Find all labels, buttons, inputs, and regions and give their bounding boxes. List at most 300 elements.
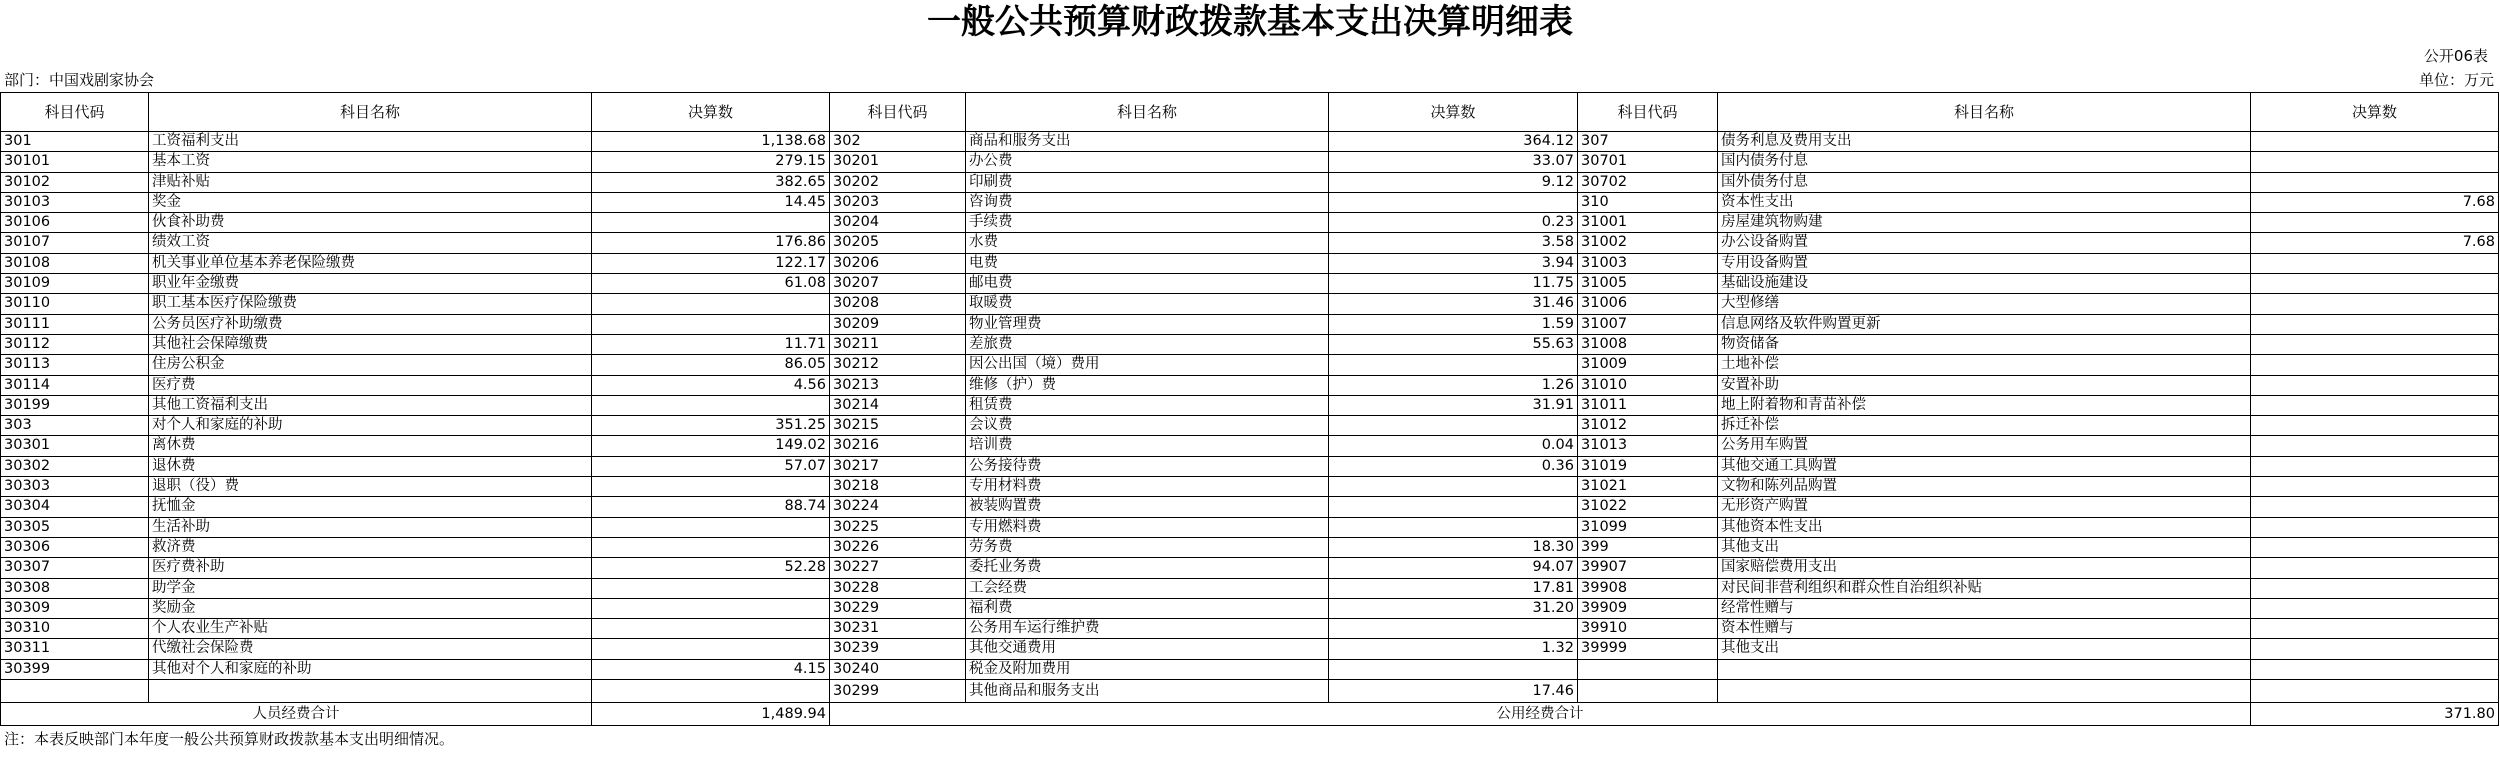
code-cell-1: 30302 <box>1 456 149 476</box>
amount-cell-2: 11.75 <box>1329 274 1578 294</box>
name-cell-1: 生活补助 <box>149 517 592 537</box>
amount-cell-1: 122.17 <box>592 253 830 273</box>
table-row <box>1 334 2499 354</box>
code-cell-1: 30309 <box>1 598 149 618</box>
amount-cell-3 <box>2251 213 2499 233</box>
code-cell-1: 30399 <box>1 659 149 679</box>
code-cell-2: 30203 <box>830 192 966 212</box>
amount-cell-2: 9.12 <box>1329 172 1578 192</box>
table-row <box>1 416 2499 436</box>
name-cell-2: 维修（护）费 <box>966 375 1329 395</box>
code-cell-2: 30206 <box>830 253 966 273</box>
amount-cell-1 <box>592 477 830 497</box>
name-cell-2: 税金及附加费用 <box>966 659 1329 679</box>
name-cell-1: 助学金 <box>149 578 592 598</box>
code-cell-3: 31012 <box>1578 416 1718 436</box>
code-cell-2: 30239 <box>830 639 966 659</box>
header-name-3: 科目名称 <box>1718 93 2251 132</box>
name-cell-2: 租赁费 <box>966 395 1329 415</box>
name-cell-1: 抚恤金 <box>149 497 592 517</box>
amount-cell-2: 0.04 <box>1329 436 1578 456</box>
name-cell-2: 公务用车运行维护费 <box>966 619 1329 639</box>
name-cell-2: 其他交通费用 <box>966 639 1329 659</box>
name-cell-1: 对个人和家庭的补助 <box>149 416 592 436</box>
code-cell-3: 31013 <box>1578 436 1718 456</box>
amount-cell-2: 1.32 <box>1329 639 1578 659</box>
code-cell-2: 30211 <box>830 334 966 354</box>
name-cell-3 <box>1718 680 2251 703</box>
name-cell-3: 文物和陈列品购置 <box>1718 477 2251 497</box>
amount-cell-2 <box>1329 416 1578 436</box>
table-row <box>1 132 2499 152</box>
name-cell-2: 专用材料费 <box>966 477 1329 497</box>
amount-cell-2: 0.36 <box>1329 456 1578 476</box>
header-code-1: 科目代码 <box>1 93 149 132</box>
amount-cell-1: 382.65 <box>592 172 830 192</box>
code-cell-2: 30207 <box>830 274 966 294</box>
amount-cell-2: 17.81 <box>1329 578 1578 598</box>
code-cell-2: 30204 <box>830 213 966 233</box>
table-row <box>1 274 2499 294</box>
name-cell-1: 其他社会保障缴费 <box>149 334 592 354</box>
name-cell-2: 商品和服务支出 <box>966 132 1329 152</box>
amount-cell-2 <box>1329 477 1578 497</box>
table-row <box>1 639 2499 659</box>
name-cell-3: 物资储备 <box>1718 334 2251 354</box>
code-cell-2: 30228 <box>830 578 966 598</box>
code-cell-2: 30218 <box>830 477 966 497</box>
amount-cell-1: 14.45 <box>592 192 830 212</box>
code-cell-3: 31019 <box>1578 456 1718 476</box>
table-row <box>1 619 2499 639</box>
name-cell-2: 办公费 <box>966 152 1329 172</box>
table-row <box>1 598 2499 618</box>
name-cell-1: 奖励金 <box>149 598 592 618</box>
totals-row <box>1 703 2499 726</box>
code-cell-1: 30301 <box>1 436 149 456</box>
name-cell-3: 国外债务付息 <box>1718 172 2251 192</box>
name-cell-2: 因公出国（境）费用 <box>966 355 1329 375</box>
personnel-total-value: 1,489.94 <box>592 703 830 726</box>
amount-cell-1 <box>592 680 830 703</box>
code-cell-1: 303 <box>1 416 149 436</box>
code-cell-2: 30227 <box>830 558 966 578</box>
amount-cell-2: 31.91 <box>1329 395 1578 415</box>
unit-label: 单位：万元 <box>2418 71 2494 89</box>
amount-cell-1 <box>592 578 830 598</box>
amount-cell-3 <box>2251 334 2499 354</box>
name-cell-3: 无形资产购置 <box>1718 497 2251 517</box>
amount-cell-3 <box>2251 253 2499 273</box>
table-row <box>1 314 2499 334</box>
code-cell-3: 39909 <box>1578 598 1718 618</box>
code-cell-1: 30106 <box>1 213 149 233</box>
table-row <box>1 253 2499 273</box>
header-amount-2: 决算数 <box>1329 93 1578 132</box>
amount-cell-1: 351.25 <box>592 416 830 436</box>
code-cell-3: 31006 <box>1578 294 1718 314</box>
amount-cell-3 <box>2251 537 2499 557</box>
amount-cell-2: 1.26 <box>1329 375 1578 395</box>
header-code-2: 科目代码 <box>830 93 966 132</box>
amount-cell-3 <box>2251 436 2499 456</box>
code-cell-3: 30702 <box>1578 172 1718 192</box>
amount-cell-1: 4.56 <box>592 375 830 395</box>
code-cell-1: 30304 <box>1 497 149 517</box>
code-cell-2: 30215 <box>830 416 966 436</box>
name-cell-2: 取暖费 <box>966 294 1329 314</box>
name-cell-3: 安置补助 <box>1718 375 2251 395</box>
name-cell-3: 地上附着物和青苗补偿 <box>1718 395 2251 415</box>
code-cell-3: 39999 <box>1578 639 1718 659</box>
table-row <box>1 152 2499 172</box>
code-cell-1 <box>1 680 149 703</box>
code-cell-1: 30311 <box>1 639 149 659</box>
code-cell-3: 31022 <box>1578 497 1718 517</box>
amount-cell-2: 33.07 <box>1329 152 1578 172</box>
code-cell-1: 30114 <box>1 375 149 395</box>
name-cell-3: 资本性赠与 <box>1718 619 2251 639</box>
name-cell-2: 差旅费 <box>966 334 1329 354</box>
code-cell-3: 31001 <box>1578 213 1718 233</box>
code-cell-2: 30240 <box>830 659 966 679</box>
amount-cell-3 <box>2251 517 2499 537</box>
amount-cell-2: 94.07 <box>1329 558 1578 578</box>
name-cell-2: 其他商品和服务支出 <box>966 680 1329 703</box>
amount-cell-3 <box>2251 497 2499 517</box>
code-cell-2: 30202 <box>830 172 966 192</box>
header-name-2: 科目名称 <box>966 93 1329 132</box>
amount-cell-2: 3.94 <box>1329 253 1578 273</box>
amount-cell-2: 18.30 <box>1329 537 1578 557</box>
code-cell-3: 31007 <box>1578 314 1718 334</box>
amount-cell-2: 1.59 <box>1329 314 1578 334</box>
amount-cell-2 <box>1329 517 1578 537</box>
table-row <box>1 497 2499 517</box>
code-cell-2: 30214 <box>830 395 966 415</box>
personnel-total-label: 人员经费合计 <box>1 703 592 726</box>
amount-cell-3 <box>2251 274 2499 294</box>
name-cell-1: 津贴补贴 <box>149 172 592 192</box>
header-amount-1: 决算数 <box>592 93 830 132</box>
name-cell-2: 水费 <box>966 233 1329 253</box>
code-cell-3: 31008 <box>1578 334 1718 354</box>
name-cell-3: 资本性支出 <box>1718 192 2251 212</box>
name-cell-3: 其他支出 <box>1718 639 2251 659</box>
code-cell-3 <box>1578 680 1718 703</box>
amount-cell-1 <box>592 619 830 639</box>
name-cell-1: 离休费 <box>149 436 592 456</box>
amount-cell-3 <box>2251 456 2499 476</box>
code-cell-3: 31099 <box>1578 517 1718 537</box>
amount-cell-1: 88.74 <box>592 497 830 517</box>
amount-cell-3 <box>2251 619 2499 639</box>
report-title: 一般公共预算财政拨款基本支出决算明细表 <box>927 2 1573 42</box>
amount-cell-1 <box>592 537 830 557</box>
name-cell-1: 绩效工资 <box>149 233 592 253</box>
name-cell-2: 公务接待费 <box>966 456 1329 476</box>
name-cell-2: 劳务费 <box>966 537 1329 557</box>
amount-cell-1: 4.15 <box>592 659 830 679</box>
amount-cell-2: 55.63 <box>1329 334 1578 354</box>
amount-cell-2: 3.58 <box>1329 233 1578 253</box>
name-cell-2: 委托业务费 <box>966 558 1329 578</box>
table-row <box>1 233 2499 253</box>
form-number: 公开06表 <box>2423 47 2488 65</box>
name-cell-1: 职工基本医疗保险缴费 <box>149 294 592 314</box>
amount-cell-1 <box>592 314 830 334</box>
amount-cell-1: 61.08 <box>592 274 830 294</box>
amount-cell-1: 149.02 <box>592 436 830 456</box>
code-cell-2: 30208 <box>830 294 966 314</box>
amount-cell-3 <box>2251 680 2499 703</box>
amount-cell-1 <box>592 395 830 415</box>
table-row <box>1 558 2499 578</box>
amount-cell-1: 11.71 <box>592 334 830 354</box>
code-cell-2: 30217 <box>830 456 966 476</box>
amount-cell-2 <box>1329 619 1578 639</box>
name-cell-3: 国内债务付息 <box>1718 152 2251 172</box>
name-cell-1: 职业年金缴费 <box>149 274 592 294</box>
code-cell-1: 301 <box>1 132 149 152</box>
code-cell-2: 30225 <box>830 517 966 537</box>
code-cell-3: 310 <box>1578 192 1718 212</box>
name-cell-2: 电费 <box>966 253 1329 273</box>
amount-cell-2: 364.12 <box>1329 132 1578 152</box>
code-cell-3: 39910 <box>1578 619 1718 639</box>
name-cell-1: 工资福利支出 <box>149 132 592 152</box>
amount-cell-1: 279.15 <box>592 152 830 172</box>
amount-cell-3 <box>2251 578 2499 598</box>
table-row <box>1 294 2499 314</box>
code-cell-1: 30113 <box>1 355 149 375</box>
amount-cell-3 <box>2251 355 2499 375</box>
table-row <box>1 537 2499 557</box>
name-cell-1: 医疗费补助 <box>149 558 592 578</box>
name-cell-3: 房屋建筑物购建 <box>1718 213 2251 233</box>
name-cell-3: 经常性赠与 <box>1718 598 2251 618</box>
name-cell-3: 对民间非营利组织和群众性自治组织补贴 <box>1718 578 2251 598</box>
name-cell-3: 基础设施建设 <box>1718 274 2251 294</box>
amount-cell-1: 52.28 <box>592 558 830 578</box>
name-cell-2: 被装购置费 <box>966 497 1329 517</box>
amount-cell-3 <box>2251 395 2499 415</box>
name-cell-3: 信息网络及软件购置更新 <box>1718 314 2251 334</box>
amount-cell-1 <box>592 598 830 618</box>
code-cell-1: 30107 <box>1 233 149 253</box>
amount-cell-2 <box>1329 192 1578 212</box>
name-cell-3: 大型修缮 <box>1718 294 2251 314</box>
code-cell-3: 31003 <box>1578 253 1718 273</box>
name-cell-3: 其他支出 <box>1718 537 2251 557</box>
code-cell-1: 30101 <box>1 152 149 172</box>
table-row <box>1 213 2499 233</box>
code-cell-2: 30209 <box>830 314 966 334</box>
table-header-row <box>1 93 2499 132</box>
name-cell-1: 奖金 <box>149 192 592 212</box>
code-cell-3: 31010 <box>1578 375 1718 395</box>
code-cell-1: 30307 <box>1 558 149 578</box>
amount-cell-3 <box>2251 477 2499 497</box>
code-cell-1: 30108 <box>1 253 149 273</box>
code-cell-2: 30229 <box>830 598 966 618</box>
code-cell-3: 30701 <box>1578 152 1718 172</box>
amount-cell-2: 17.46 <box>1329 680 1578 703</box>
name-cell-3: 办公设备购置 <box>1718 233 2251 253</box>
name-cell-3: 国家赔偿费用支出 <box>1718 558 2251 578</box>
table-row <box>1 436 2499 456</box>
amount-cell-3 <box>2251 172 2499 192</box>
table-row <box>1 477 2499 497</box>
code-cell-3: 307 <box>1578 132 1718 152</box>
table-row <box>1 517 2499 537</box>
code-cell-1: 30310 <box>1 619 149 639</box>
table-row <box>1 395 2499 415</box>
amount-cell-2: 0.23 <box>1329 213 1578 233</box>
name-cell-2: 福利费 <box>966 598 1329 618</box>
table-note: 注：本表反映部门本年度一般公共预算财政拨款基本支出明细情况。 <box>4 730 455 748</box>
amount-cell-3 <box>2251 152 2499 172</box>
name-cell-2: 专用燃料费 <box>966 517 1329 537</box>
code-cell-1: 30305 <box>1 517 149 537</box>
code-cell-1: 30110 <box>1 294 149 314</box>
table-row <box>1 680 2499 703</box>
amount-cell-2: 31.46 <box>1329 294 1578 314</box>
amount-cell-1: 57.07 <box>592 456 830 476</box>
code-cell-3: 31002 <box>1578 233 1718 253</box>
name-cell-2: 咨询费 <box>966 192 1329 212</box>
code-cell-1: 30306 <box>1 537 149 557</box>
amount-cell-2: 31.20 <box>1329 598 1578 618</box>
code-cell-3: 31021 <box>1578 477 1718 497</box>
code-cell-2: 30224 <box>830 497 966 517</box>
table-row <box>1 456 2499 476</box>
amount-cell-3 <box>2251 598 2499 618</box>
code-cell-2: 30212 <box>830 355 966 375</box>
code-cell-2: 302 <box>830 132 966 152</box>
amount-cell-2 <box>1329 497 1578 517</box>
code-cell-1: 30111 <box>1 314 149 334</box>
amount-cell-1 <box>592 294 830 314</box>
amount-cell-1: 86.05 <box>592 355 830 375</box>
name-cell-2: 培训费 <box>966 436 1329 456</box>
amount-cell-3 <box>2251 659 2499 679</box>
amount-cell-1: 176.86 <box>592 233 830 253</box>
amount-cell-3: 7.68 <box>2251 192 2499 212</box>
name-cell-3: 土地补偿 <box>1718 355 2251 375</box>
code-cell-2: 30231 <box>830 619 966 639</box>
name-cell-3: 专用设备购置 <box>1718 253 2251 273</box>
amount-cell-3: 7.68 <box>2251 233 2499 253</box>
amount-cell-1 <box>592 639 830 659</box>
table-row <box>1 172 2499 192</box>
table-row <box>1 192 2499 212</box>
code-cell-3: 39907 <box>1578 558 1718 578</box>
public-total-value: 371.80 <box>2251 703 2499 726</box>
name-cell-2: 邮电费 <box>966 274 1329 294</box>
table-row <box>1 355 2499 375</box>
name-cell-3 <box>1718 659 2251 679</box>
amount-cell-3 <box>2251 314 2499 334</box>
name-cell-2: 手续费 <box>966 213 1329 233</box>
code-cell-1: 30303 <box>1 477 149 497</box>
name-cell-3: 债务利息及费用支出 <box>1718 132 2251 152</box>
name-cell-1: 退休费 <box>149 456 592 476</box>
amount-cell-1 <box>592 213 830 233</box>
name-cell-1: 医疗费 <box>149 375 592 395</box>
name-cell-1 <box>149 680 592 703</box>
amount-cell-1 <box>592 517 830 537</box>
name-cell-1: 个人农业生产补贴 <box>149 619 592 639</box>
name-cell-3: 拆迁补偿 <box>1718 416 2251 436</box>
code-cell-3: 31011 <box>1578 395 1718 415</box>
name-cell-2: 工会经费 <box>966 578 1329 598</box>
name-cell-1: 退职（役）费 <box>149 477 592 497</box>
expenditure-table <box>0 92 2499 726</box>
name-cell-1: 机关事业单位基本养老保险缴费 <box>149 253 592 273</box>
code-cell-2: 30216 <box>830 436 966 456</box>
amount-cell-3 <box>2251 375 2499 395</box>
code-cell-1: 30109 <box>1 274 149 294</box>
department-label: 部门：中国戏剧家协会 <box>4 71 155 89</box>
amount-cell-3 <box>2251 132 2499 152</box>
amount-cell-2 <box>1329 355 1578 375</box>
code-cell-1: 30102 <box>1 172 149 192</box>
code-cell-1: 30308 <box>1 578 149 598</box>
table-row <box>1 659 2499 679</box>
amount-cell-2 <box>1329 659 1578 679</box>
code-cell-1: 30103 <box>1 192 149 212</box>
code-cell-1: 30112 <box>1 334 149 354</box>
code-cell-2: 30226 <box>830 537 966 557</box>
name-cell-1: 基本工资 <box>149 152 592 172</box>
header-amount-3: 决算数 <box>2251 93 2499 132</box>
name-cell-3: 其他交通工具购置 <box>1718 456 2251 476</box>
name-cell-1: 代缴社会保险费 <box>149 639 592 659</box>
code-cell-1: 30199 <box>1 395 149 415</box>
name-cell-1: 其他工资福利支出 <box>149 395 592 415</box>
name-cell-3: 公务用车购置 <box>1718 436 2251 456</box>
amount-cell-3 <box>2251 558 2499 578</box>
name-cell-1: 公务员医疗补助缴费 <box>149 314 592 334</box>
name-cell-2: 会议费 <box>966 416 1329 436</box>
table-row <box>1 375 2499 395</box>
amount-cell-3 <box>2251 294 2499 314</box>
code-cell-2: 30201 <box>830 152 966 172</box>
name-cell-1: 伙食补助费 <box>149 213 592 233</box>
amount-cell-3 <box>2251 416 2499 436</box>
public-total-label: 公用经费合计 <box>830 703 2251 726</box>
table-row <box>1 578 2499 598</box>
code-cell-3: 31009 <box>1578 355 1718 375</box>
name-cell-2: 物业管理费 <box>966 314 1329 334</box>
code-cell-3: 399 <box>1578 537 1718 557</box>
code-cell-2: 30205 <box>830 233 966 253</box>
name-cell-1: 其他对个人和家庭的补助 <box>149 659 592 679</box>
name-cell-3: 其他资本性支出 <box>1718 517 2251 537</box>
amount-cell-1: 1,138.68 <box>592 132 830 152</box>
code-cell-3 <box>1578 659 1718 679</box>
header-code-3: 科目代码 <box>1578 93 1718 132</box>
name-cell-2: 印刷费 <box>966 172 1329 192</box>
code-cell-3: 39908 <box>1578 578 1718 598</box>
amount-cell-3 <box>2251 639 2499 659</box>
name-cell-1: 救济费 <box>149 537 592 557</box>
name-cell-1: 住房公积金 <box>149 355 592 375</box>
code-cell-2: 30213 <box>830 375 966 395</box>
header-name-1: 科目名称 <box>149 93 592 132</box>
code-cell-2: 30299 <box>830 680 966 703</box>
